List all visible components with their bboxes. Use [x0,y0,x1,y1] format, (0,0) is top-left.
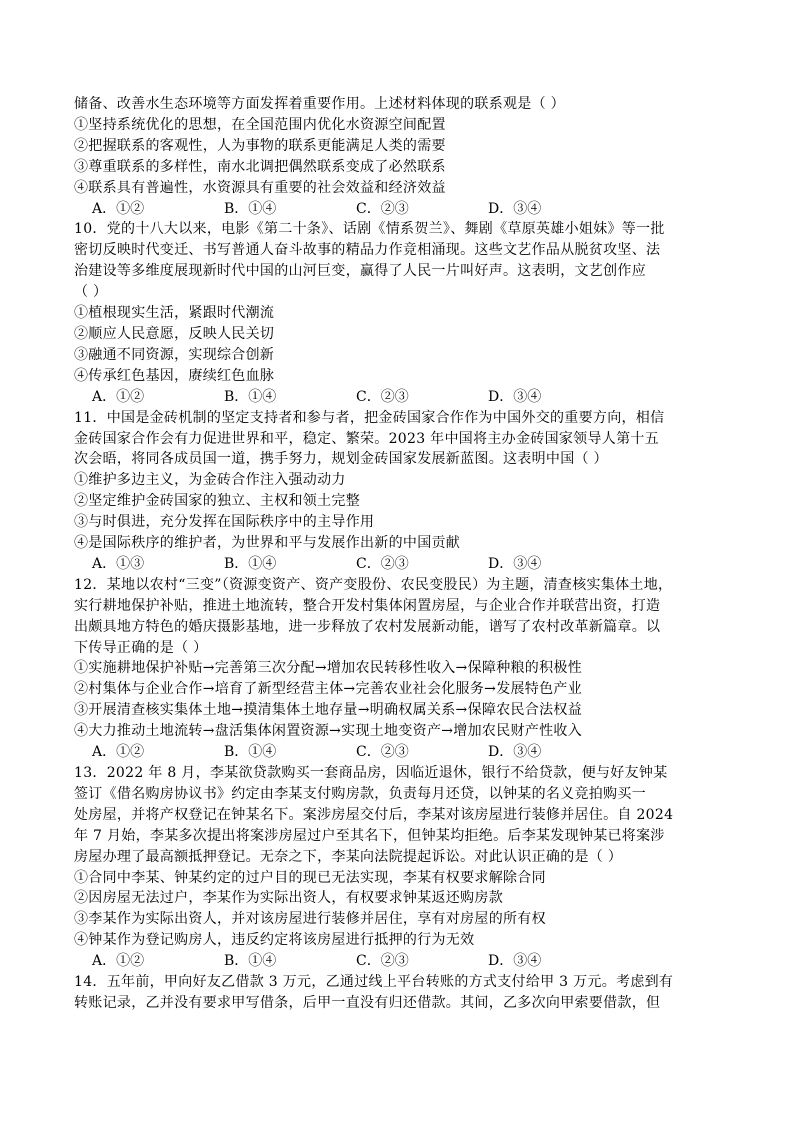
choice-d: D．③④ [488,388,542,405]
choice-a: A．①② [92,953,145,970]
option-line: ③融通不同资源，实现综合创新 [74,346,275,363]
choice-b: B．①④ [224,744,277,761]
question-stem-line: 次会晤，将同各成员国一道，携手努力，规划金砖国家发展新蓝图。这表明中国（ ） [74,451,608,468]
question-9 [74,94,724,219]
choice-a: A．①③ [92,555,145,572]
option-line: ④大力推动土地流转→盘活集体闲置资源→实现土地变资产→增加农民财产性收入 [74,723,582,740]
choice-a: A．①② [92,744,145,761]
question-stem-line: 实行耕地保护补贴，推进土地流转，整合开发村集体闲置房屋，与企业合作并联营出资，打造 [74,597,661,614]
question-stem-line: 房屋办理了最高额抵押登记。无奈之下，李某向法院提起诉讼。对此认识正确的是（ ） [74,848,623,865]
option-line: ①合同中李某、钟某约定的过户目的现已无法实现，李某有权要求解除合同 [74,869,546,886]
exam-page [74,94,724,1014]
question-stem-line: 13．2022 年 8 月，李某欲贷款购买一套商品房，因临近退休，银行不给贷款，便与好友钟某 [74,765,668,781]
option-line: ④是国际秩序的维护者，为世界和平与发展作出新的中国贡献 [74,535,461,552]
choice-a: A．①② [92,200,145,217]
choice-d: D．③④ [488,200,542,217]
question-stem-line: 密切反映时代变迁、书写普通人奋斗故事的精品力作竞相涌现。这些文艺作品从脱贫攻坚、法 [74,242,661,259]
choice-b: B．①④ [224,953,277,970]
question-stem-line: 下传导正确的是（ ） [74,639,208,656]
answer-choices [74,387,724,408]
question-stem-line: 年 7 月始，李某多次提出将案涉房屋过户至其名下，但钟某均拒绝。后李某发现钟某已将案涉 [74,827,665,844]
question-stem-line: 转账记录，乙并没有要求甲写借条，后甲一直没有归还借款。其间，乙多次向甲索要借款，但 [74,994,661,1011]
option-line: ①坚持系统优化的思想，在全国范围内优化水资源空间配置 [74,116,446,133]
question-stem-line: 10．党的十八大以来，电影《第二十条》、话剧《情系贺兰》、舞剧《草原英雄小姐妹》等一批 [74,221,665,238]
question-13 [74,763,724,972]
option-line: ③与时俱进，充分发挥在国际秩序中的主导作用 [74,514,375,531]
question-12 [74,575,724,763]
option-line: ③开展清查核实集体土地→摸清集体土地存量→明确权属关系→保障农民合法权益 [74,702,582,719]
question-stem-line: 12．某地以农村“三变”（资源变资产、资产变股份、农民变股民）为主题，清查核实集体土地， [74,576,673,593]
question-stem-line: 金砖国家合作会有力促进世界和平，稳定、繁荣。2023 年中国将主办金砖国家领导人第十五 [74,430,659,447]
question-stem-line: 14．五年前，甲向好友乙借款 3 万元，乙通过线上平台转账的方式支付给甲 3 万元。考虑到有 [74,974,674,991]
question-11 [74,408,724,575]
choice-b: B．①④ [224,555,277,572]
option-line: ③尊重联系的多样性，南水北调把偶然联系变成了必然联系 [74,158,446,175]
option-line: ②坚定维护金砖国家的独立、主权和领土完整 [74,493,360,510]
question-stem-line: 出颇具地方特色的婚庆摄影基地，进一步释放了农村发展新动能，谱写了农村改革新篇章。以 [74,618,661,635]
option-line: ②把握联系的客观性，人为事物的联系更能满足人类的需要 [74,137,446,154]
choice-b: B．①④ [224,388,277,405]
choice-d: D．③④ [488,953,542,970]
question-stem-line: 处房屋，并将产权登记在钟某名下。案涉房屋交付后，李某对该房屋进行装修并居住。自 2024 [74,806,674,823]
answer-choices [74,951,724,972]
choice-d: D．③④ [488,555,542,572]
question-stem-line: 储备、改善水生态环境等方面发挥着重要作用。上述材料体现的联系观是（ ） [74,96,565,112]
choice-c: C．②③ [356,200,409,217]
answer-choices [74,199,724,220]
answer-choices [74,742,724,763]
question-stem-line: （ ） [74,284,108,301]
option-line: ②因房屋无法过户，李某作为实际出资人，有权要求钟某返还购房款 [74,890,503,907]
question-stem-line: 签订《借名购房协议书》约定由李某支付购房款，负责每月还贷，以钟某的名义竞拍购买一 [74,785,646,802]
option-line: ④钟某作为登记购房人，违反约定将该房屋进行抵押的行为无效 [74,932,475,949]
option-line: ①实施耕地保护补贴→完善第三次分配→增加农民转移性收入→保障种粮的积极性 [74,660,582,677]
choice-d: D．③④ [488,744,542,761]
option-line: ①植根现实生活，紧跟时代潮流 [74,305,275,322]
option-line: ②村集体与企业合作→培育了新型经营主体→完善农业社会化服务→发展特色产业 [74,681,582,698]
question-stem-line: 治建设等多维度展现新时代中国的山河巨变，赢得了人民一片叫好声。这表明，文艺创作应 [74,263,646,280]
choice-c: C．②③ [356,555,409,572]
choice-c: C．②③ [356,953,409,970]
choice-c: C．②③ [356,744,409,761]
choice-b: B．①④ [224,200,277,217]
option-line: ④联系具有普遍性，水资源具有重要的社会效益和经济效益 [74,179,446,196]
choice-a: A．①② [92,388,145,405]
option-line: ④传承红色基因，赓续红色血脉 [74,367,275,384]
answer-choices [74,554,724,575]
choice-c: C．②③ [356,388,409,405]
question-10 [74,219,724,407]
option-line: ①维护多边主义，为金砖合作注入强动动力 [74,472,346,489]
question-stem-line: 11．中国是金砖机制的坚定支持者和参与者，把金砖国家合作作为中国外交的重要方向，相信 [74,409,665,426]
option-line: ②顺应人民意愿，反映人民关切 [74,325,275,342]
option-line: ③李某作为实际出资人，并对该房屋进行装修并居住，享有对房屋的所有权 [74,911,546,928]
question-14 [74,972,724,1014]
